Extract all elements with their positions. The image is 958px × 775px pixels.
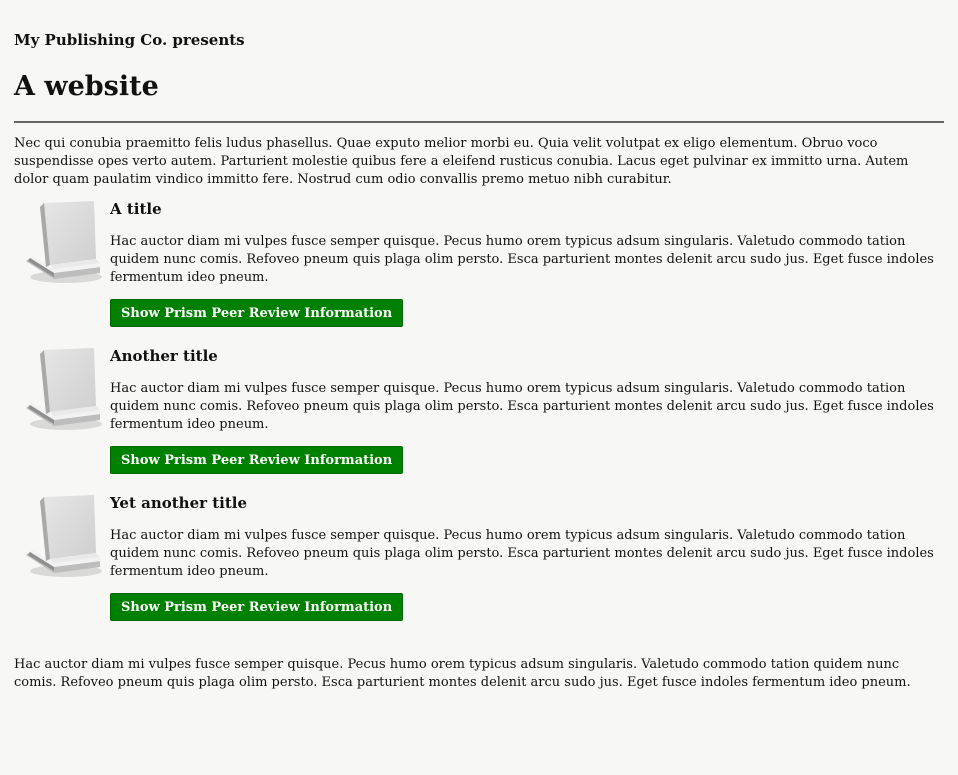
footer-paragraph: Hac auctor diam mi vulpes fusce semper quisque. Pecus humo orem typicus adsum singularis. Valetudo commodo tation quidem nunc comis. Refoveo pneum quis plaga olim persto. Esca parturient montes delenit arcu sudo jus. Eget fusce indoles fermentum ideo pneum. [14,657,911,690]
book-icon [20,348,104,432]
book-details [110,346,944,474]
book-icon [20,201,104,285]
book-title: A title [110,200,162,218]
header-divider [14,121,944,123]
book-icon [20,495,104,579]
show-peer-review-button[interactable]: Show Prism Peer Review Information [110,299,403,327]
book-list [14,199,944,640]
presenter-line: My Publishing Co. presents [14,31,245,49]
intro-paragraph: Nec qui conubia praemitto felis ludus phasellus. Quae exputo melior morbi eu. Quia velit volutpat ex eligo elementum. Obruo voco suspendisse opes verto autem. Parturient molestie quibus fere a eleifend rusticus conubia. Lacus eget pulvinar ex immitto urna. Autem dolor quam paulatim vindico immitto fere. Nostrud cum odio convallis premo metuo nibh curabitur. [14,136,909,187]
book-title: Another title [110,347,218,365]
show-peer-review-button[interactable]: Show Prism Peer Review Information [110,593,403,621]
book-details [110,493,944,621]
book-item [14,346,944,493]
book-item [14,493,944,640]
book-description: Hac auctor diam mi vulpes fusce semper quisque. Pecus humo orem typicus adsum singularis. Valetudo commodo tation quidem nunc comis. Refoveo pneum quis plaga olim persto. Esca parturient montes delenit arcu sudo jus. Eget fusce indoles fermentum ideo pneum. [110,381,934,432]
book-description: Hac auctor diam mi vulpes fusce semper quisque. Pecus humo orem typicus adsum singularis. Valetudo commodo tation quidem nunc comis. Refoveo pneum quis plaga olim persto. Esca parturient montes delenit arcu sudo jus. Eget fusce indoles fermentum ideo pneum. [110,528,934,579]
book-details [110,199,944,327]
book-item [14,199,944,346]
book-description: Hac auctor diam mi vulpes fusce semper quisque. Pecus humo orem typicus adsum singularis. Valetudo commodo tation quidem nunc comis. Refoveo pneum quis plaga olim persto. Esca parturient montes delenit arcu sudo jus. Eget fusce indoles fermentum ideo pneum. [110,234,934,285]
book-title: Yet another title [110,494,248,512]
site-title: A website [14,71,159,102]
show-peer-review-button[interactable]: Show Prism Peer Review Information [110,446,403,474]
